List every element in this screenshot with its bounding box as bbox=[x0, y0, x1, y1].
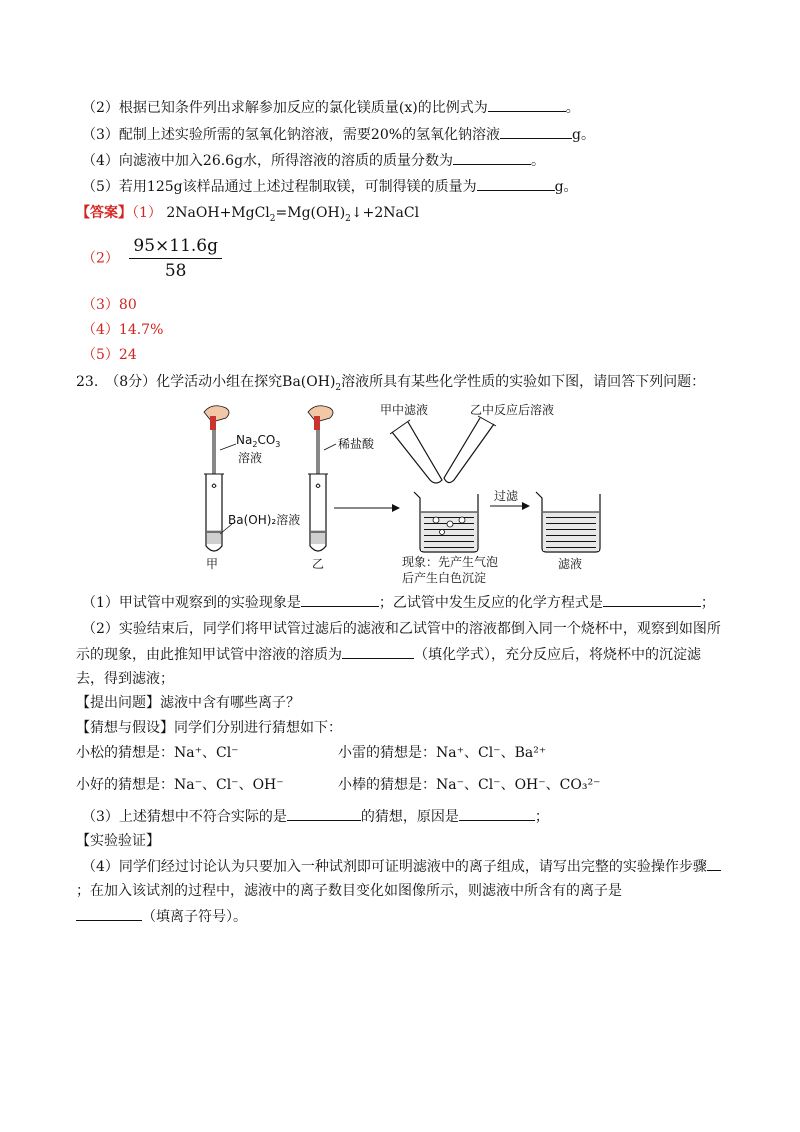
label-na2co3-solution: 溶液 bbox=[238, 451, 263, 465]
q23-part1-blank2[interactable] bbox=[603, 592, 701, 607]
q22-part4 bbox=[82, 150, 545, 171]
tilted-tube-left bbox=[390, 420, 442, 483]
label-jia-filtrate: 甲中滤液 bbox=[380, 403, 429, 417]
tilted-tube-right bbox=[444, 416, 496, 483]
q23-part3-c: ； bbox=[534, 809, 549, 825]
q23-stem: 23. （8分）化学活动小组在探究$Ba(OH)_2$溶液所具有某些化学性质的实验如下图，请回答下列问题： bbox=[76, 374, 706, 393]
label-phenomenon-1: 现象：先产生气泡 bbox=[402, 555, 499, 569]
q22-part3 bbox=[82, 124, 595, 145]
label-filtrate: 滤液 bbox=[558, 557, 583, 571]
equation-mid: =Mg(OH) bbox=[275, 205, 346, 221]
filtrate-beaker bbox=[536, 492, 600, 552]
answer-1-prefix: （1） bbox=[132, 205, 162, 221]
q23-part4-c: （填离子符号）。 bbox=[142, 909, 247, 925]
q22-part5 bbox=[82, 176, 578, 197]
verify-heading: 【实验验证】 bbox=[76, 833, 160, 849]
answer-1-equation: $2NaOH+MgCl_2=Mg(OH)_2↓+2NaCl$ bbox=[166, 205, 420, 224]
equation-right: ↓+2NaCl bbox=[350, 205, 420, 221]
q23-part4-line3 bbox=[76, 906, 247, 927]
answer-line2 bbox=[82, 236, 222, 281]
guess-3-label: 小好的猜想是： bbox=[76, 777, 174, 793]
q22-part3-blank[interactable] bbox=[500, 124, 572, 139]
q22-part5-blank[interactable] bbox=[477, 176, 555, 191]
q23-part1-a: （1）甲试管中观察到的实验现象是 bbox=[82, 595, 301, 611]
q22-part2-blank[interactable] bbox=[488, 97, 566, 112]
answer-3: （3）80 bbox=[82, 297, 137, 313]
q23-part2-line3: 去，得到滤液； bbox=[76, 671, 174, 687]
label-filter: 过滤 bbox=[494, 489, 519, 503]
q23-part2-line2 bbox=[76, 644, 701, 665]
q22-part4-blank[interactable] bbox=[453, 150, 531, 165]
guess-3-ions: Na⁻、Cl⁻、OH⁻ bbox=[174, 777, 284, 793]
guess-row-4 bbox=[338, 775, 600, 795]
q22-part5-text: （5）若用125g该样品通过上述过程制取镁，可制得镁的质量为 bbox=[82, 179, 477, 195]
guess-row-1 bbox=[76, 743, 239, 763]
answer-2-prefix: （2） bbox=[82, 250, 119, 267]
dropper-yi bbox=[308, 406, 333, 474]
q22-part2-end: 。 bbox=[565, 100, 580, 116]
guess-1-label: 小松的猜想是： bbox=[76, 745, 174, 761]
label-hcl: 稀盐酸 bbox=[338, 437, 375, 451]
answer-line1 bbox=[76, 203, 419, 229]
q23-part3-blank2[interactable] bbox=[459, 806, 535, 821]
answer-5: （5）24 bbox=[82, 347, 137, 363]
guess-4-label: 小棒的猜想是： bbox=[338, 777, 436, 793]
q23-part4-blank2[interactable] bbox=[76, 906, 142, 921]
q22-part5-end: g。 bbox=[554, 179, 578, 195]
tube-yi bbox=[308, 474, 328, 551]
guess-row-2 bbox=[338, 743, 546, 763]
q22-part4-text: （4）向滤液中加入26.6g水，所得溶液的溶质的质量分数为 bbox=[82, 153, 454, 169]
guess-4-ions: Na⁻、Cl⁻、OH⁻、CO₃²⁻ bbox=[436, 777, 601, 793]
guess-heading: 【猜想与假设】同学们分别进行猜想如下： bbox=[76, 720, 342, 736]
q23-part4-a: （4）同学们经过讨论认为只要加入一种试剂即可证明滤液中的离子组成，请写出完整的实验操作步骤 bbox=[82, 859, 707, 875]
q23-part3-b: 的猜想，原因是 bbox=[360, 809, 459, 825]
guess-row-3 bbox=[76, 775, 284, 795]
q22-part3-text: （3）配制上述实验所需的氢氧化钠溶液，需要20%的氢氧化钠溶液 bbox=[82, 127, 501, 143]
answer-2-fraction bbox=[129, 236, 222, 281]
q23-part1 bbox=[82, 592, 715, 613]
label-na2co3: $Na_2CO_3$ bbox=[236, 433, 281, 449]
q23-stem-b: 溶液所具有某些化学性质的实验如下图，请回答下列问题： bbox=[341, 374, 706, 390]
q23-part1-blank1[interactable] bbox=[301, 592, 379, 607]
q23-part4-blank1[interactable] bbox=[707, 856, 721, 871]
dropper-jia bbox=[204, 406, 229, 474]
q23-part2-blank[interactable] bbox=[342, 644, 414, 659]
q22-part4-end: 。 bbox=[531, 153, 546, 169]
q23-part4-line1 bbox=[82, 856, 721, 877]
q22-part2-text: （2）根据已知条件列出求解参加反应的氯化镁质量(x)的比例式为 bbox=[82, 100, 488, 116]
answer-4: （4）14.7% bbox=[82, 322, 164, 338]
q23-part3-a: （3）上述猜想中不符合实际的是 bbox=[82, 809, 287, 825]
guess-1-ions: Na⁺、Cl⁻ bbox=[174, 745, 239, 761]
beaker bbox=[414, 492, 478, 552]
q23-part1-b: ；乙试管中发生反应的化学方程式是 bbox=[378, 595, 603, 611]
q23-stem-a: 23. （8分）化学活动小组在探究 bbox=[76, 374, 283, 390]
ask-heading: 【提出问题】滤液中含有哪些离子？ bbox=[76, 695, 300, 711]
q22-part2 bbox=[82, 97, 580, 118]
guess-2-label: 小雷的猜想是： bbox=[338, 745, 436, 761]
experiment-diagram bbox=[192, 396, 612, 586]
q23-part2-line1: （2）实验结束后，同学们将甲试管过滤后的滤液和乙试管中的溶液都倒入同一个烧杯中，观察到如图所 bbox=[82, 621, 721, 637]
guess-2-ions: Na⁺、Cl⁻、Ba²⁺ bbox=[436, 745, 547, 761]
label-baoh2-solution: Ba(OH)₂溶液 bbox=[228, 513, 301, 527]
q23-part1-c: ； bbox=[700, 595, 715, 611]
q23-part2-c: （填化学式），充分反应后，将烧杯中的沉淀滤 bbox=[414, 647, 701, 663]
q23-stem-formula: Ba(OH) bbox=[282, 374, 336, 390]
label-yi: 乙 bbox=[312, 557, 325, 571]
q23-part4-line2: ；在加入该试剂的过程中，滤液中的离子数目变化如图像所示，则滤液中所含有的离子是 bbox=[76, 883, 622, 899]
label-yi-solution: 乙中反应后溶液 bbox=[470, 403, 555, 417]
tube-jia bbox=[204, 474, 224, 551]
label-jia: 甲 bbox=[206, 557, 219, 571]
q23-part2-b: 示的现象，由此推知甲试管中溶液的溶质为 bbox=[76, 647, 342, 663]
equation-left: 2NaOH+MgCl bbox=[166, 205, 270, 221]
fraction-numerator: 95×11.6g bbox=[129, 236, 222, 259]
q23-part3-blank1[interactable] bbox=[287, 806, 361, 821]
q22-part3-end: g。 bbox=[572, 127, 595, 143]
label-phenomenon-2: 后产生白色沉淀 bbox=[402, 571, 487, 585]
answer-label: 【答案】 bbox=[76, 205, 132, 221]
q23-part3 bbox=[82, 806, 549, 827]
fraction-denominator: 58 bbox=[164, 261, 187, 281]
